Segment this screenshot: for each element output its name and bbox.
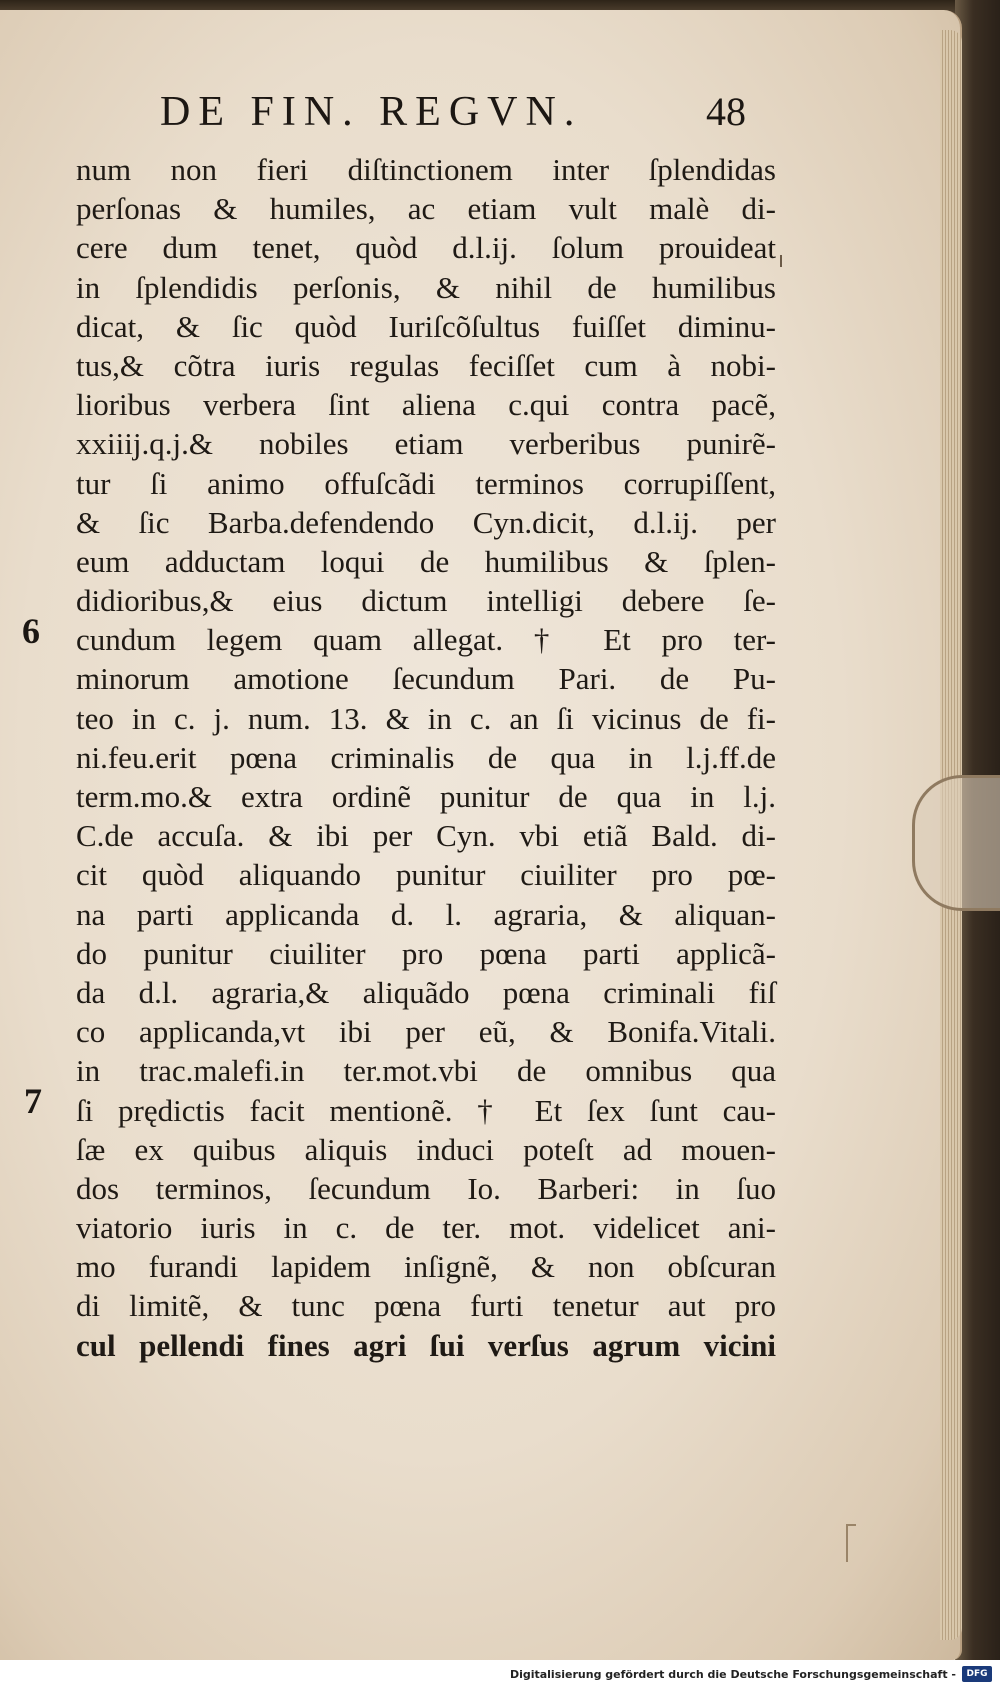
margin-number-6: 6 — [22, 611, 40, 651]
text-line: ſi prędictis facit mentionẽ. † Et ſex ſunt cau- — [76, 1092, 776, 1128]
ink-bracket-mark — [846, 1524, 856, 1562]
text-line: tur ſi animo offuſcãdi terminos corrupiſſent, — [76, 465, 776, 501]
text-line: ſæ ex quibus aliquis induci poteſt ad mouen- — [76, 1131, 776, 1167]
text-line: ni.feu.erit pœna criminalis de qua in l.j.ff.de — [76, 739, 776, 775]
dfg-logo: DFG — [962, 1666, 992, 1682]
text-line: & ſic Barba.defendendo Cyn.dicit, d.l.ij. per — [76, 504, 776, 540]
text-line: perſonas & humiles, ac etiam vult malè di- — [76, 191, 776, 227]
text-line: lioribus verbera ſint aliena c.qui contra pacẽ, — [76, 387, 776, 423]
text-line: di limitẽ, & tunc pœna furti tenetur aut pro — [76, 1288, 776, 1324]
body-text — [76, 150, 776, 1365]
text-line: teo in c. j. num. 13. & in c. an ſi vicinus de fi- — [76, 700, 776, 736]
text-line: C.de accuſa. & ibi per Cyn. vbi etiã Bald. di- — [76, 818, 776, 854]
text-line: didioribus,& eius dictum intelligi debere ſe- — [76, 583, 776, 619]
text-line: in ſplendidis perſonis, & nihil de humilibus — [76, 269, 776, 305]
text-line: tus,& cõtra iuris regulas feciſſet cum à nobi- — [76, 347, 776, 383]
text-line: dicat, & ſic quòd Iuriſcõſultus fuiſſet diminu- — [76, 308, 776, 344]
running-head: DE FIN. REGVN. — [160, 89, 583, 135]
text-line: da d.l. agraria,& aliquãdo pœna criminali fiſ — [76, 974, 776, 1010]
ink-mark — [780, 255, 782, 267]
text-line: do punitur ciuiliter pro pœna parti applicã- — [76, 935, 776, 971]
text-line: term.mo.& extra ordinẽ punitur de qua in l.j. — [76, 779, 776, 814]
text-line: num non fieri diſtinctionem inter ſplendidas — [76, 152, 776, 187]
digitization-footer — [0, 1660, 1000, 1692]
text-line: na parti applicanda d. l. agraria, & aliquan- — [76, 896, 776, 932]
text-line: viatorio iuris in c. de ter. mot. videlicet ani- — [76, 1210, 776, 1246]
folio-number: 48 — [706, 89, 746, 134]
clasp-loop — [912, 775, 1000, 911]
text-line: cit quòd aliquando punitur ciuiliter pro pœ- — [76, 857, 776, 893]
funding-credit: Digitalisierung gefördert durch die Deutsche Forschungsgemeinschaft - — [509, 1668, 956, 1681]
text-line: cere dum tenet, quòd d.l.ij. ſolum prouideat — [76, 230, 776, 266]
text-line: minorum amotione ſecundum Pari. de Pu- — [76, 661, 776, 697]
text-line: eum adductam loqui de humilibus & ſplen- — [76, 543, 776, 579]
text-line: xxiiij.q.j.& nobiles etiam verberibus punirẽ- — [76, 426, 776, 462]
text-line: mo furandi lapidem inſignẽ, & non obſcuran — [76, 1249, 776, 1285]
text-line: dos terminos, ſecundum Io. Barberi: in ſuo — [76, 1170, 776, 1206]
text-line: cundum legem quam allegat. † Et pro ter- — [76, 622, 776, 658]
text-line: co applicanda,vt ibi per eũ, & Bonifa.Vitali. — [76, 1014, 776, 1050]
text-line: cul pellendi fines agri ſui verſus agrum vicini — [76, 1327, 776, 1363]
margin-number-7: 7 — [24, 1081, 42, 1121]
text-line: in trac.malefi.in ter.mot.vbi de omnibus qua — [76, 1053, 776, 1089]
